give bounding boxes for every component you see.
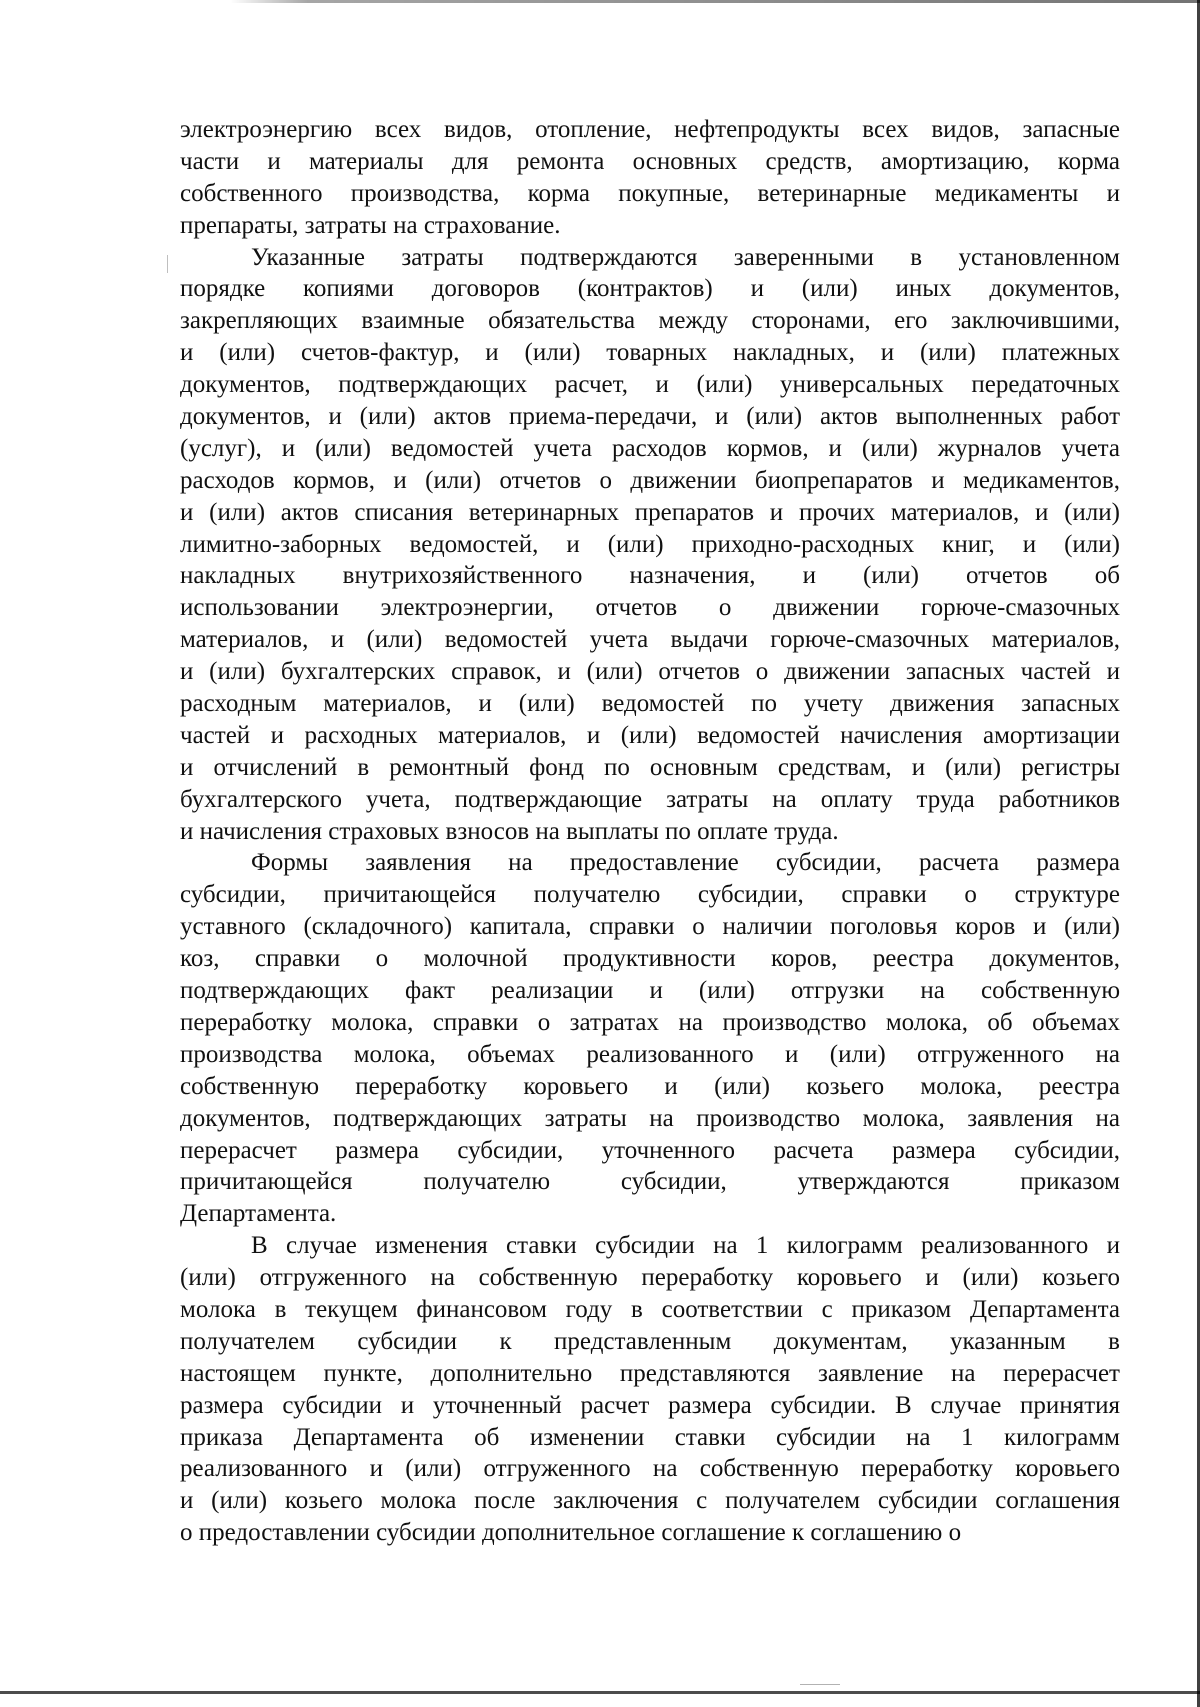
text-line: переработку молока, справки о затратах на производство молока, об объемах <box>180 1008 1120 1036</box>
text-line: В случае изменения ставки субсидии на 1 килограмм реализованного и <box>251 1232 1120 1260</box>
text-line: накладных внутрихозяйственного назначения, и (или) отчетов об <box>180 562 1120 590</box>
text-line: (или) отгруженного на собственную переработку коровьего и (или) козьего <box>180 1264 1120 1292</box>
text-line: Департамента. <box>180 1200 337 1228</box>
text-line: субсидии, причитающейся получателю субсидии, справки о структуре <box>180 881 1120 909</box>
text-line: уставного (складочного) капитала, справки о наличии поголовья коров и (или) <box>180 913 1120 941</box>
text-line: расходным материалов, и (или) ведомостей по учету движения запасных <box>180 690 1120 718</box>
text-line: документов, подтверждающих затраты на производство молока, заявления на <box>180 1104 1120 1132</box>
scan-top-edge <box>230 0 1200 3</box>
text-line: реализованного и (или) отгруженного на собственную переработку коровьего <box>180 1455 1120 1483</box>
text-line: порядке копиями договоров (контрактов) и (или) иных документов, <box>180 275 1120 303</box>
text-line: расходов кормов, и (или) отчетов о движении биопрепаратов и медикаментов, <box>180 466 1120 494</box>
text-line: закрепляющих взаимные обязательства между сторонами, его заключившими, <box>180 307 1120 335</box>
text-line: лимитно-заборных ведомостей, и (или) приходно-расходных книг, и (или) <box>180 530 1120 558</box>
text-line: бухгалтерского учета, подтверждающие затраты на оплату труда работников <box>180 785 1120 813</box>
text-line: перерасчет размера субсидии, уточненного расчета размера субсидии, <box>180 1136 1120 1164</box>
text-line: и отчислений в ремонтный фонд по основным средствам, и (или) регистры <box>180 753 1120 781</box>
text-line: и (или) счетов-фактур, и (или) товарных накладных, и (или) платежных <box>180 339 1120 367</box>
text-line: приказа Департамента об изменении ставки субсидии на 1 килограмм <box>180 1423 1120 1451</box>
paragraph <box>180 242 1120 848</box>
text-line: части и материалы для ремонта основных средств, амортизацию, корма <box>180 147 1120 175</box>
scan-bottom-edge <box>0 1691 1200 1694</box>
paragraph <box>180 847 1120 1230</box>
text-line: и (или) актов списания ветеринарных препаратов и прочих материалов, и (или) <box>180 498 1120 526</box>
text-line: настоящем пункте, дополнительно представляются заявление на перерасчет <box>180 1359 1120 1387</box>
document-body <box>180 114 1120 1549</box>
text-line: причитающейся получателю субсидии, утверждаются приказом <box>180 1168 1120 1196</box>
paragraph <box>180 1230 1120 1549</box>
text-line: (услуг), и (или) ведомостей учета расходов кормов, и (или) журналов учета <box>180 434 1120 462</box>
text-line: и начисления страховых взносов на выплаты по оплате труда. <box>180 817 839 845</box>
text-line: подтверждающих факт реализации и (или) отгрузки на собственную <box>180 977 1120 1005</box>
text-line: собственного производства, корма покупные, ветеринарные медикаменты и <box>180 179 1120 207</box>
text-line: частей и расходных материалов, и (или) ведомостей начисления амортизации <box>180 721 1120 749</box>
text-line: и (или) козьего молока после заключения с получателем субсидии соглашения <box>180 1487 1120 1515</box>
text-line: получателем субсидии к представленным документам, указанным в <box>180 1327 1120 1355</box>
text-line: материалов, и (или) ведомостей учета выдачи горюче-смазочных материалов, <box>180 626 1120 654</box>
text-line: коз, справки о молочной продуктивности коров, реестра документов, <box>180 945 1120 973</box>
text-line: Указанные затраты подтверждаются заверенными в установленном <box>251 243 1120 271</box>
text-line: о предоставлении субсидии дополнительное соглашение к соглашению о <box>180 1519 962 1547</box>
text-line: производства молока, объемах реализованного и (или) отгруженного на <box>180 1040 1120 1068</box>
text-line: размера субсидии и уточненный расчет размера субсидии. В случае принятия <box>180 1391 1120 1419</box>
text-line: использовании электроэнергии, отчетов о движении горюче-смазочных <box>180 594 1120 622</box>
text-line: молока в текущем финансовом году в соответствии с приказом Департамента <box>180 1295 1120 1323</box>
scan-bottom-mark <box>800 1684 840 1685</box>
text-line: и (или) бухгалтерских справок, и (или) отчетов о движении запасных частей и <box>180 658 1120 686</box>
text-line: собственную переработку коровьего и (или) козьего молока, реестра <box>180 1072 1120 1100</box>
text-line: документов, и (или) актов приема-передачи, и (или) актов выполненных работ <box>180 403 1120 431</box>
text-line: документов, подтверждающих расчет, и (или) универсальных передаточных <box>180 371 1120 399</box>
text-line: препараты, затраты на страхование. <box>180 211 561 239</box>
scan-margin-mark <box>167 255 168 273</box>
text-line: Формы заявления на предоставление субсидии, расчета размера <box>251 849 1120 877</box>
paragraph <box>180 114 1120 242</box>
text-line: электроэнергию всех видов, отопление, нефтепродукты всех видов, запасные <box>180 116 1120 143</box>
